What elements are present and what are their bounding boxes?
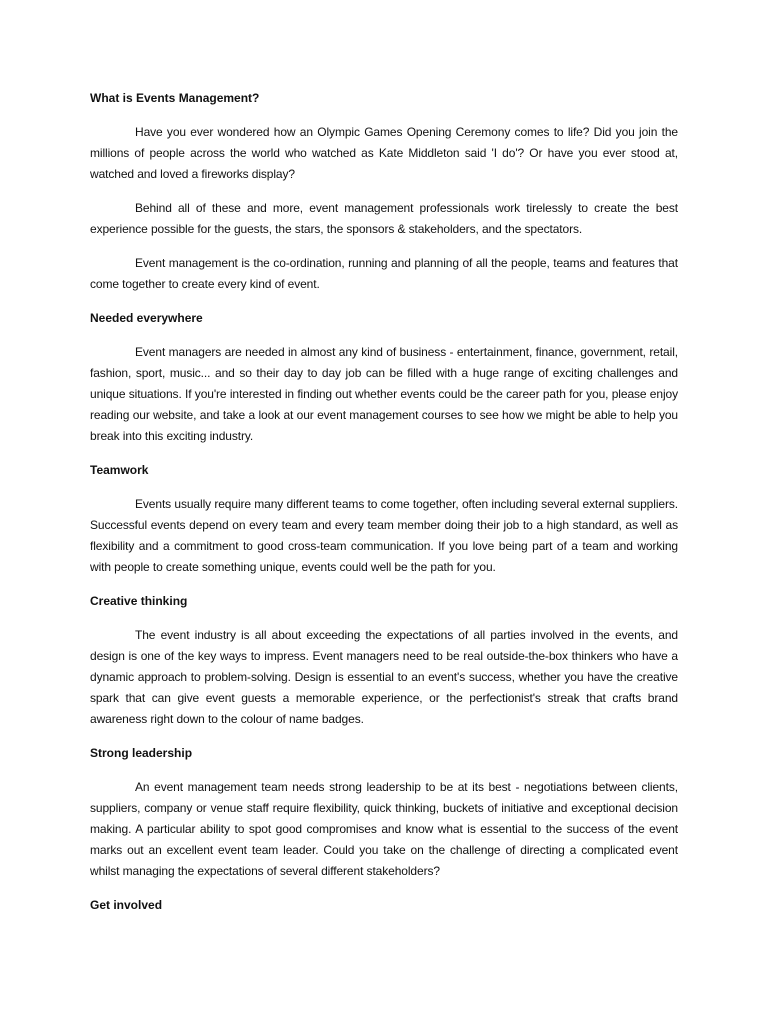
- document-page: [90, 88, 678, 929]
- section-what-is-events-management: [90, 88, 678, 295]
- section-strong-leadership: [90, 743, 678, 882]
- section-heading: Strong leadership: [90, 746, 193, 760]
- section-heading: Needed everywhere: [90, 311, 203, 325]
- paragraph: Behind all of these and more, event management professionals work tirelessly to create the best experience possible for the guests, the stars, the sponsors & stakeholders, and the spectators.: [90, 201, 678, 236]
- paragraph: Have you ever wondered how an Olympic Games Opening Ceremony comes to life? Did you join the millions of people across the world who watched as Kate Middleton said 'I do'? Or have you ever stood at, watched and loved a fireworks display?: [90, 125, 678, 181]
- paragraph: Event managers are needed in almost any kind of business - entertainment, finance, government, retail, fashion, sport, music... and so their day to day job can be filled with a huge range of exciting challenges and unique situations. If you're interested in finding out whether events could be the career path for you, please enjoy reading our website, and take a look at our event management courses to see how we might be able to help you break into this exciting industry.: [90, 345, 678, 443]
- paragraph: An event management team needs strong leadership to be at its best - negotiations between clients, suppliers, company or venue staff require flexibility, quick thinking, buckets of initiative and exceptional decision making. A particular ability to spot good compromises and know what is essential to the success of the event marks out an excellent event team leader. Could you take on the challenge of directing a complicated event whilst managing the expectations of several different stakeholders?: [90, 780, 678, 878]
- section-creative-thinking: [90, 591, 678, 730]
- section-needed-everywhere: [90, 308, 678, 447]
- paragraph: The event industry is all about exceeding the expectations of all parties involved in the events, and design is one of the key ways to impress. Event managers need to be real outside-the-box thinkers who have a dynamic approach to problem-solving. Design is essential to an event's success, whether you have the creative spark that can give event guests a memorable experience, or the perfectionist's streak that crafts brand awareness right down to the colour of name badges.: [90, 628, 678, 726]
- section-heading: Get involved: [90, 898, 163, 912]
- section-heading: Creative thinking: [90, 594, 188, 608]
- section-teamwork: [90, 460, 678, 578]
- paragraph: Events usually require many different teams to come together, often including several external suppliers. Successful events depend on every team and every team member doing their job to a high standard, as well as flexibility and a commitment to good cross-team communication. If you love being part of a team and working with people to create something unique, events could well be the path for you.: [90, 497, 678, 574]
- section-heading: Teamwork: [90, 463, 149, 477]
- paragraph: Event management is the co-ordination, running and planning of all the people, teams and features that come together to create every kind of event.: [90, 256, 678, 291]
- section-heading: What is Events Management?: [90, 91, 260, 105]
- section-get-involved: [90, 895, 678, 916]
